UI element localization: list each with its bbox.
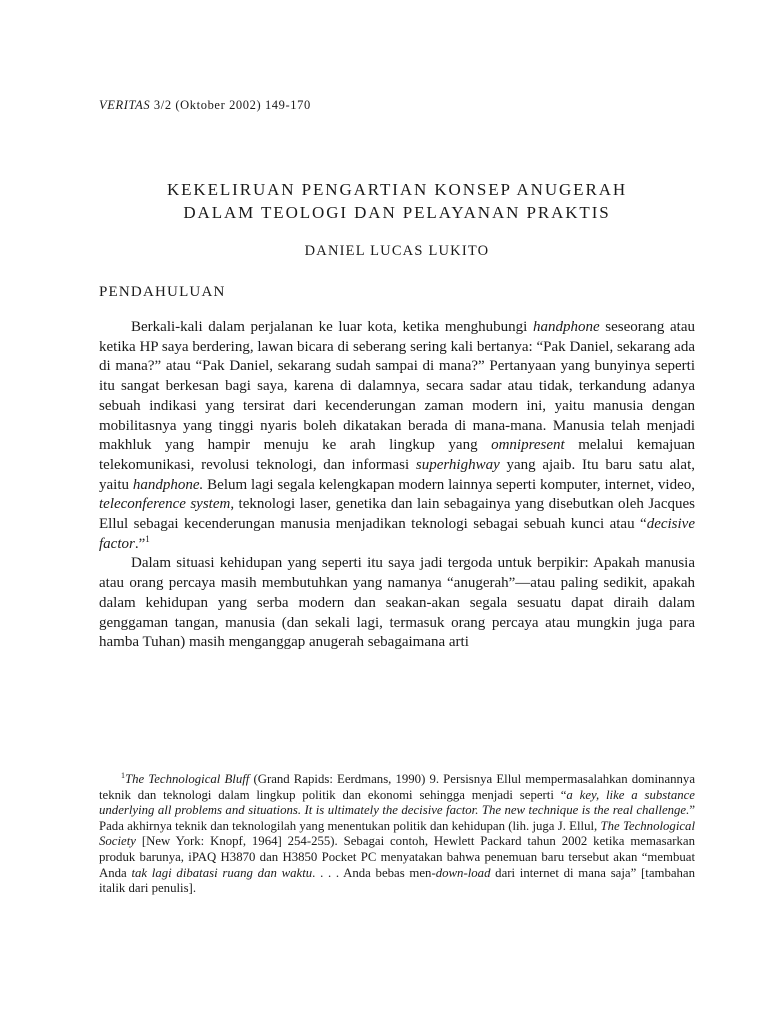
text-run: , teknologi laser, genetika dan lain sebagainya yang disebutkan oleh Jacques Ellul sebagai kecenderungan manusia menjadikan teknologi sebagai sebuah kunci atau “ <box>99 496 695 533</box>
body-paragraph-1 <box>99 318 695 554</box>
text-run: .” <box>134 535 146 552</box>
italic-run: The Technological Bluff <box>125 772 250 786</box>
article-title-line-1: KEKELIRUAN PENGARTIAN KONSEP ANUGERAH <box>166 180 628 199</box>
section-heading: PENDAHULUAN <box>99 284 226 300</box>
text-run: seseorang atau ketika HP saya berdering, lawan bicara di seberang sering kali bertanya: “Pak Daniel, sekarang ada di mana?” atau “Pak Daniel, sekarang sudah sampai di mana?” Pertanyaan yang bunyinya seperti itu sangat berkesan bagi saya, karena di dalamnya, secara sadar atau tidak, terkandung adanya sebuah indikasi yang tersirat dari kecenderungan zaman modern ini, yaitu manusia dengan mobilitasnya yang tinggi nyaris boleh dikatakan berada di mana-mana. Manusia telah menjadi makhluk yang hampir menuju ke arah lingkup yang <box>99 319 695 454</box>
italic-run: down-load <box>435 865 491 880</box>
text-run: Berkali-kali dalam perjalanan ke luar kota, ketika menghubungi <box>131 319 533 335</box>
footnote-1 <box>99 772 695 897</box>
text-run: . . . . Anda bebas men- <box>312 865 436 880</box>
italic-run: handphone. <box>132 476 204 493</box>
text-run: [New York: Knopf, 1964] 254-255). Sebagai contoh, Hewlett Packard tahun 2002 ketika memasarkan produk barunya, iPAQ H3870 dan H3850 Pocket PC menyatakan bahwa penemuan baru tersebut akan “membuat Anda <box>99 834 695 880</box>
italic-run: tak lagi dibatasi ruang dan waktu <box>131 865 313 880</box>
article-body <box>99 318 695 653</box>
running-header <box>99 98 311 113</box>
article-title <box>99 178 695 224</box>
text-run: dari internet di mana saja” [tambahan italik dari penulis]. <box>99 865 696 896</box>
italic-run: The Technological Society <box>99 818 696 849</box>
text-run: Belum lagi segala kelengkapan modern lainnya seperti komputer, internet, video, <box>203 476 695 493</box>
italic-run: omnipresent <box>491 437 565 454</box>
journal-name: VERITAS <box>99 98 151 112</box>
author-name: DANIEL LUCAS LUKITO <box>304 243 490 259</box>
italic-run: superhighway <box>415 456 500 473</box>
article-title-line-2: DALAM TEOLOGI DAN PELAYANAN PRAKTIS <box>183 203 611 222</box>
footnote-number: 1 <box>121 771 125 780</box>
text-run: melalui kemajuan telekomunikasi, revolusi teknologi, dan informasi <box>99 437 695 473</box>
footnote-reference[interactable]: 1 <box>145 533 150 544</box>
text-run: (Grand Rapids: Eerdmans, 1990) 9. Persisnya Ellul mempermasalahkan dominannya teknik dan teknologi dalam lingkup politik dan ekonomi sehingga menjadi seperti “ <box>99 772 696 802</box>
text-run: yang ajaib. Itu baru satu alat, yaitu <box>99 456 695 493</box>
body-paragraph-2: Dalam situasi kehidupan yang seperti itu saya jadi tergoda untuk berpikir: Apakah manusia atau orang percaya masih membutuhkan yang namanya “anugerah”—atau paling sedikit, apakah dalam kehidupan yang serba modern dan seakan-akan segala sesuatu dapat diraih dalam genggaman tangan, manusia (dan sekali lagi, termasuk orang percaya atau mungkin juga para hamba Tuhan) masih menganggap anugerah sebagaimana arti <box>99 555 695 651</box>
italic-run: handphone <box>532 319 600 335</box>
journal-citation: 3/2 (Oktober 2002) 149-170 <box>153 98 311 112</box>
italic-run: decisive factor <box>99 516 695 552</box>
text-run: ” Pada akhirnya teknik dan teknologilah yang menentukan politik dan kehidupan (lih. juga J. Ellul, <box>99 803 695 833</box>
journal-page <box>99 0 695 1024</box>
italic-run: a key, like a substance underlying all problems and situations. It is ultimately the decisive factor. The new technique is the real challenge. <box>99 787 695 818</box>
italic-run: teleconference system <box>99 496 231 513</box>
